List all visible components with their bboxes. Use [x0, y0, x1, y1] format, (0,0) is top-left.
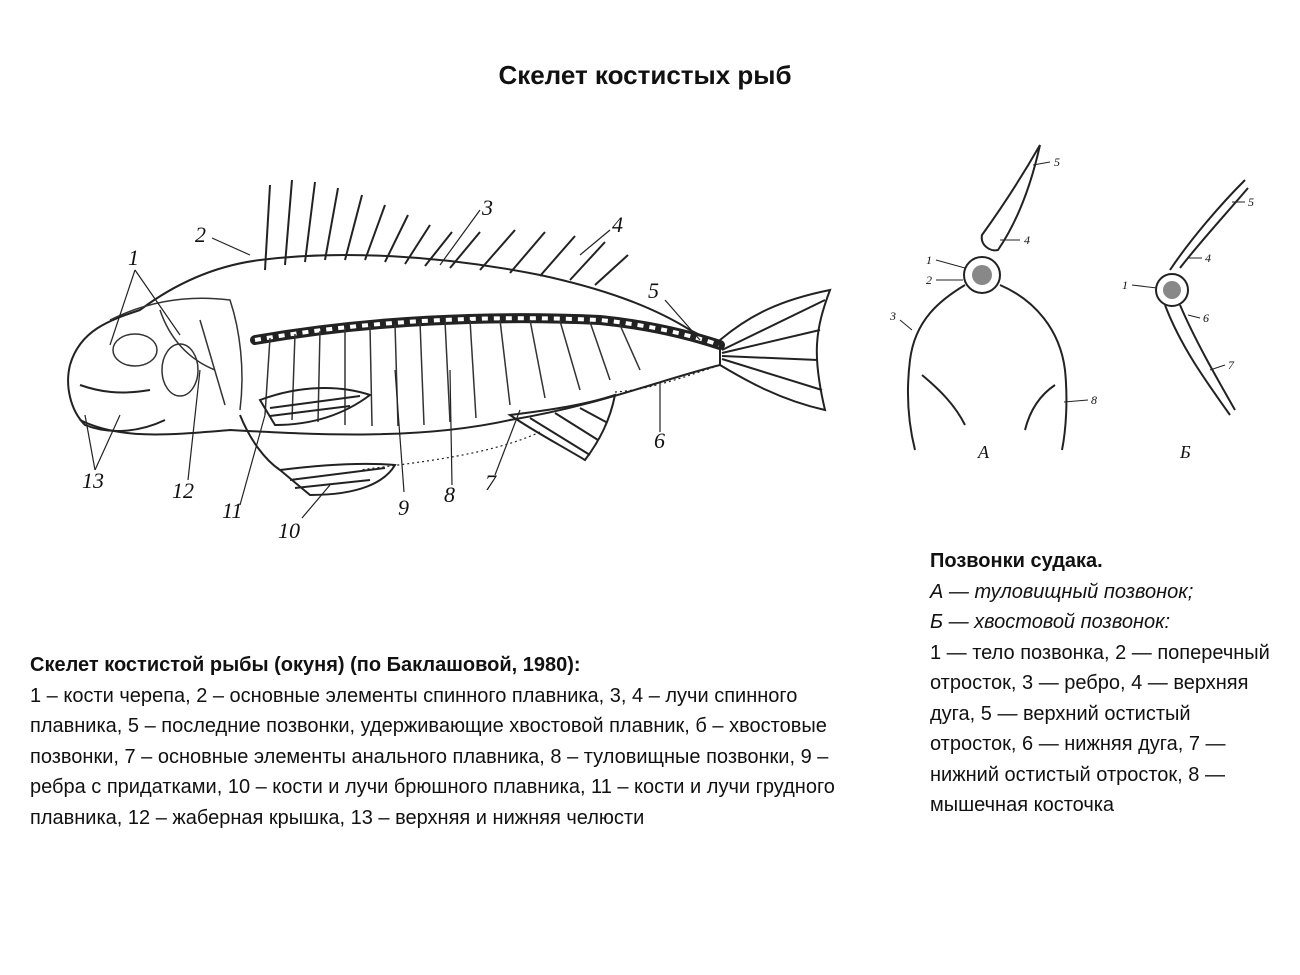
fish-label-3: 3: [482, 195, 493, 220]
b-label-4: 4: [1205, 251, 1211, 265]
a-label-8: 8: [1091, 393, 1097, 407]
fish-label-11: 11: [222, 498, 243, 523]
fish-label-12: 12: [172, 478, 194, 503]
caption-text: 1 — тело позвонка, 2 — поперечный отросток, 3 — ребро, 4 — верхняя дуга, 5 — верхний остистый отросток, 6 — нижняя дуга, 7 — нижний остистый отросток, 8 — мышечная косточка: [930, 641, 1270, 816]
trunk-vertebra: [908, 145, 1067, 450]
vertebral-column: [255, 318, 720, 345]
legend-text: 1 – кости черепа, 2 – основные элементы спинного плавника, 3, 4 – лучи спинного плавника, 5 – последние позвонки, удерживающие хвостовой плавник, б – хвостовые позвонки, 7 – основные элементы анального плавника, 8 – туловищные позвонки, 9 – ребра с придатками, 10 – кости и лучи брюшного плавника, 11 – кости и лучи грудного плавника, 12 – жаберная крышка, 13 – верхняя и нижняя челюсти: [30, 684, 835, 829]
caption-item-b: Б — хвостовой позвонок:: [930, 611, 1171, 633]
b-label-7: 7: [1228, 358, 1234, 372]
caudal-vertebra: [1156, 180, 1248, 415]
caption-heading: Позвонки судака.: [930, 550, 1103, 572]
skeleton-legend: [30, 650, 860, 833]
a-label-1: 1: [926, 253, 932, 267]
fish-body-outline: [68, 255, 720, 434]
fish-label-2: 2: [195, 222, 206, 247]
fish-label-1: 1: [128, 245, 139, 270]
fish-label-4: 4: [612, 212, 623, 237]
vertebrae-figure: [870, 130, 1290, 470]
vertebrae-caption: [930, 546, 1275, 821]
legend-heading: Скелет костистой рыбы (окуня) (по Баклашовой, 1980):: [30, 654, 581, 676]
fish-label-7: 7: [485, 470, 496, 495]
a-label-4: 4: [1024, 233, 1030, 247]
fish-label-10: 10: [278, 518, 300, 543]
b-label-5: 5: [1248, 195, 1254, 209]
fish-label-5: 5: [648, 278, 659, 303]
fish-label-6: 6: [654, 428, 665, 453]
panel-a-letter: А: [978, 442, 989, 462]
caudal-fin: [720, 290, 830, 410]
fish-label-13: 13: [82, 468, 104, 493]
pectoral-fin: [260, 388, 370, 425]
anal-fin: [510, 395, 615, 460]
a-label-5: 5: [1054, 155, 1060, 169]
perch-skeleton-figure: [40, 170, 840, 550]
dorsal-fin-rays: [265, 180, 628, 285]
a-label-2: 2: [926, 273, 932, 287]
caption-item-a: А — туловищный позвонок;: [930, 580, 1194, 603]
fish-label-8: 8: [444, 482, 455, 507]
b-label-6: 6: [1203, 311, 1209, 325]
panel-b-letter: Б: [1180, 442, 1191, 462]
b-label-1: 1: [1122, 278, 1128, 292]
page-title: Скелет костистых рыб: [498, 60, 792, 90]
a-label-3: 3: [890, 309, 896, 323]
fish-label-9: 9: [398, 495, 409, 520]
pelvic-fin: [240, 415, 395, 495]
